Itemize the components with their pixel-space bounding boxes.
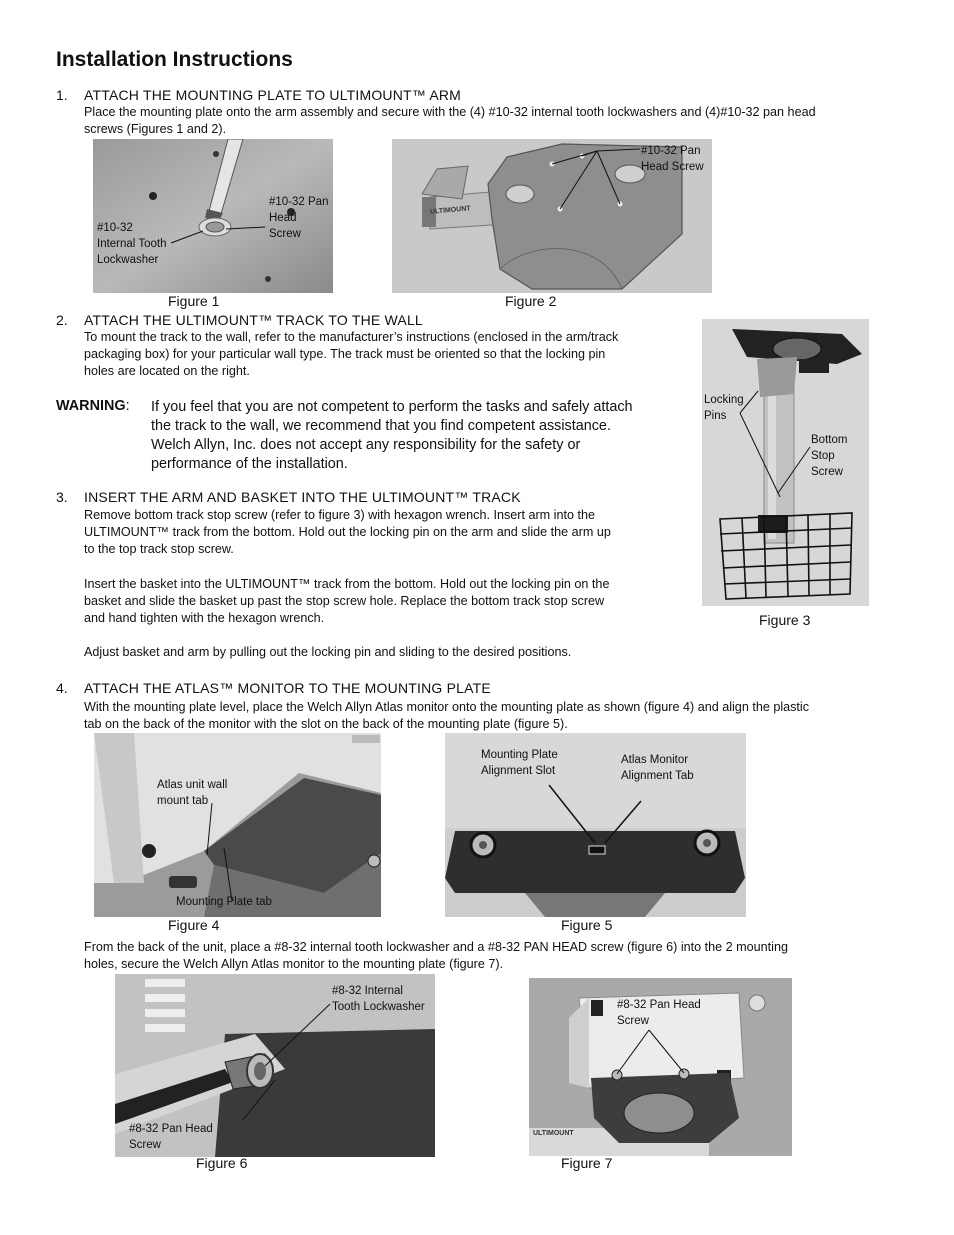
warning-word: WARNING (56, 398, 126, 414)
f1-label-line: Lockwasher (97, 254, 159, 266)
figure-3-caption: Figure 3 (759, 612, 811, 628)
step-1-line-2: screws (Figures 1 and 2). (84, 122, 227, 136)
page-title: Installation Instructions (56, 48, 293, 71)
f3-label-line: Stop (811, 450, 835, 462)
step-4-line: holes, secure the Welch Allyn Atlas monitor to the mounting plate (figure 7). (84, 957, 504, 971)
figure-4-caption: Figure 4 (168, 917, 220, 933)
step-1-heading: ATTACH THE MOUNTING PLATE TO ULTIMOUNT™ ARM (84, 87, 462, 103)
step-4-line: tab on the back of the monitor with the slot on the back of the mounting plate (figure 5). (84, 717, 568, 731)
step-3-text-c: Adjust basket and arm by pulling out the locking pin and sliding to the desired positions. (84, 645, 572, 659)
f3-label-line: Pins (704, 410, 727, 422)
step-3-line: Remove bottom track stop screw (refer to figure 3) with hexagon wrench. Insert arm into the (84, 508, 595, 522)
step-1-text (84, 104, 816, 138)
f6-label-line: #8-32 Pan Head (129, 1123, 213, 1135)
f1-label-line: Head (269, 212, 297, 224)
figure-7-label-screw (617, 997, 701, 1029)
step-2-number: 2. (56, 312, 68, 328)
step-2-line: packaging box) for your particular wall type. The track must be oriented so that the locking pin (84, 347, 606, 361)
f7-label-line: Screw (617, 1015, 649, 1027)
figure-4-photo (94, 733, 381, 917)
figure-2-caption: Figure 2 (505, 293, 557, 309)
step-2-heading: ATTACH THE ULTIMOUNT™ TRACK TO THE WALL (84, 312, 423, 328)
f6-label-line: #8-32 Internal (332, 985, 403, 997)
f3-label-line: Bottom (811, 434, 848, 446)
step-3-line: Insert the basket into the ULTIMOUNT™ track from the bottom. Hold out the locking pin on the (84, 577, 610, 591)
f2-label-line: #10-32 Pan (641, 145, 701, 157)
f3-label-line: Locking (704, 394, 744, 406)
figure-6-label-screw (129, 1121, 213, 1153)
step-3-line: to the top track stop screw. (84, 542, 234, 556)
f6-label-line: Screw (129, 1139, 161, 1151)
f2-label-line: Head Screw (641, 161, 704, 173)
step-1-number: 1. (56, 87, 68, 103)
figure-6-caption: Figure 6 (196, 1155, 248, 1171)
step-4-line: With the mounting plate level, place the Welch Allyn Atlas monitor onto the mounting plate as shown (figure 4) and align the plastic (84, 700, 810, 714)
step-4-heading: ATTACH THE ATLAS™ MONITOR TO THE MOUNTING PLATE (84, 680, 491, 696)
step-3-text-b (84, 576, 609, 627)
figure-3-label-pins (704, 392, 744, 424)
step-4-line: From the back of the unit, place a #8-32 internal tooth lockwasher and a #8-32 PAN HEAD screw (figure 6) into the 2 mounting (84, 940, 788, 954)
figure-4-label-wall-tab (157, 777, 227, 809)
step-4-text-a (84, 699, 809, 733)
f7-label-line: #8-32 Pan Head (617, 999, 701, 1011)
figure-4-label-plate-tab: Mounting Plate tab (176, 896, 272, 908)
step-2-text (84, 329, 618, 380)
warning-line: the track to the wall, we recommend that you find competent assistance. (151, 418, 611, 434)
step-3-line: basket and slide the basket up past the stop screw hole. Replace the bottom track stop screw (84, 594, 605, 608)
figure-5-label-slot (481, 747, 558, 779)
f6-label-line: Tooth Lockwasher (332, 1001, 425, 1013)
f1-label-line: Screw (269, 228, 301, 240)
figure-2-label-screw (641, 143, 704, 175)
f3-label-line: Screw (811, 466, 843, 478)
step-4-text-b (84, 939, 788, 973)
f1-label-line: #10-32 Pan (269, 196, 329, 208)
step-2-line: holes are located on the right. (84, 364, 250, 378)
step-2-line: To mount the track to the wall, refer to the manufacturer’s instructions (enclosed in the arm/track (84, 330, 619, 344)
warning-text (151, 398, 633, 474)
figure-7-stamp: ULTIMOUNT (533, 1130, 574, 1137)
warning-line: Welch Allyn, Inc. does not accept any responsibility for the safety or (151, 437, 581, 453)
figure-1-caption: Figure 1 (168, 293, 220, 309)
figure-5-label-tab (621, 752, 694, 784)
figure-6-label-lockwasher (332, 983, 425, 1015)
warning-label (56, 397, 130, 416)
f5-label-line: Mounting Plate (481, 749, 558, 761)
step-3-number: 3. (56, 489, 68, 505)
figure-7-caption: Figure 7 (561, 1155, 613, 1171)
f4-label-line: Atlas unit wall (157, 779, 228, 791)
step-3-heading: INSERT THE ARM AND BASKET INTO THE ULTIMOUNT™ TRACK (84, 489, 521, 505)
f5-label-line: Alignment Slot (481, 765, 556, 777)
f1-label-line: #10-32 (97, 222, 133, 234)
f1-label-line: Internal Tooth (97, 238, 167, 250)
step-3-line: and hand tighten with the hexagon wrench. (84, 611, 325, 625)
step-3-text-a (84, 507, 611, 558)
figure-1-label-lockwasher (97, 220, 166, 268)
f4-label-line: mount tab (157, 795, 209, 807)
f5-label-line: Atlas Monitor (621, 754, 689, 766)
step-3-line: ULTIMOUNT™ track from the bottom. Hold out the locking pin on the arm and slide the arm up (84, 525, 611, 539)
figure-1-label-screw (269, 194, 328, 242)
warning-colon: : (125, 398, 130, 414)
figure-2-stamp: ULTIMOUNT (429, 205, 471, 216)
step-1-line-1: Place the mounting plate onto the arm assembly and secure with the (4) #10-32 internal tooth lockwashers and (4)#10-32 pan head (84, 105, 816, 119)
warning-line: If you feel that you are not competent to perform the tasks and safely attach (151, 399, 633, 415)
f5-label-line: Alignment Tab (621, 770, 694, 782)
figure-3-label-stop-screw (811, 432, 847, 480)
figure-5-caption: Figure 5 (561, 917, 613, 933)
step-4-number: 4. (56, 680, 68, 696)
warning-line: performance of the installation. (151, 456, 348, 472)
